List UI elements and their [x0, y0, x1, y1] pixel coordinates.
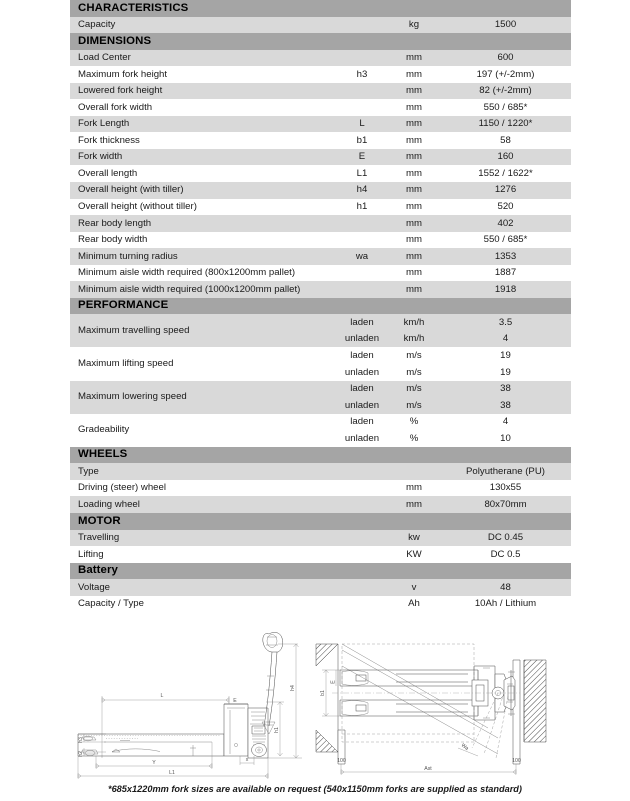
row-label: Fork width [78, 151, 123, 163]
sub-row-unit: m/s [406, 399, 422, 411]
row-label: Fork thickness [78, 134, 140, 146]
row-value: DC 0.5 [490, 548, 521, 560]
row-label: Lowered fork height [78, 85, 163, 97]
row-unit: mm [406, 151, 422, 163]
row-unit: mm [406, 201, 422, 213]
row-symbol [336, 596, 388, 613]
row-value: 520 [497, 201, 514, 213]
row-value: 1353 [494, 250, 517, 262]
table-row [70, 83, 571, 100]
row-label: Load Center [78, 52, 131, 64]
section-header-label: Battery [78, 564, 118, 577]
row-label: Maximum fork height [78, 68, 168, 80]
row-value: 550 / 685* [483, 101, 528, 113]
row-label: Minimum aisle width required (800x1200mm pallet) [78, 267, 296, 279]
row-unit [388, 463, 440, 480]
sub-row-value: 4 [502, 333, 509, 345]
table-row [70, 66, 571, 83]
row-unit: mm [406, 498, 422, 510]
row-label: Gradeability [78, 424, 130, 436]
table-row [70, 281, 571, 298]
row-value: 1887 [494, 267, 517, 279]
row-label: Overall height (without tiller) [78, 201, 197, 213]
sub-row-unit: m/s [406, 349, 422, 361]
sub-row-value: 4 [502, 416, 509, 428]
row-unit: mm [406, 234, 422, 246]
svg-text:h4: h4 [290, 685, 296, 691]
row-value: 130x55 [489, 482, 522, 494]
footnote-text: *685x1220mm fork sizes are available on request (540x1150mm forks are supplied as standard) [108, 784, 522, 794]
sub-row-value: 10 [500, 432, 511, 444]
sub-row-value: 19 [500, 366, 511, 378]
table-row [70, 17, 571, 34]
row-symbol [336, 480, 388, 497]
sub-row-unit: % [409, 416, 419, 428]
row-symbol [336, 215, 388, 232]
section-header-battery [70, 563, 571, 580]
row-symbol: h3 [356, 68, 368, 80]
svg-text:b1: b1 [320, 690, 326, 696]
row-label: Maximum lowering speed [78, 391, 187, 403]
technical-drawings [0, 630, 630, 782]
dual-row-values [336, 414, 571, 447]
row-unit: v [411, 581, 417, 593]
table-row [70, 496, 571, 513]
row-unit: mm [406, 184, 422, 196]
row-symbol: L [359, 118, 365, 130]
row-unit: mm [406, 267, 422, 279]
row-symbol: b1 [356, 134, 368, 146]
row-label: Maximum lifting speed [78, 358, 174, 370]
row-label: Overall length [78, 167, 138, 179]
row-label: Overall height (with tiller) [78, 184, 184, 196]
sub-row-laden [336, 347, 571, 364]
row-unit: mm [406, 167, 422, 179]
dual-row-values [336, 381, 571, 414]
row-unit: mm [406, 85, 422, 97]
table-row-dual [70, 347, 571, 380]
svg-text:h1: h1 [274, 727, 280, 733]
sub-row-condition: laden [350, 316, 374, 328]
row-label: Voltage [78, 581, 111, 593]
table-row [70, 546, 571, 563]
sub-row-value: 38 [500, 399, 511, 411]
table-row [70, 579, 571, 596]
sub-row-value: 19 [500, 349, 511, 361]
svg-text:h3: h3 [78, 737, 84, 743]
row-symbol [336, 17, 388, 34]
row-symbol [336, 546, 388, 563]
row-symbol [336, 530, 388, 547]
table-row-dual [70, 381, 571, 414]
row-symbol [336, 99, 388, 116]
row-label: Minimum turning radius [78, 250, 178, 262]
svg-text:Wa: Wa [459, 742, 470, 752]
sub-row-value: 38 [500, 383, 511, 395]
row-value: 402 [497, 217, 514, 229]
row-value: 1150 / 1220* [478, 118, 533, 130]
sub-row-unladen [336, 430, 571, 447]
svg-text:Ast: Ast [424, 766, 432, 772]
sub-row-condition: unladen [344, 333, 380, 345]
row-label: Capacity / Type [78, 598, 144, 610]
row-value: 48 [500, 581, 511, 593]
table-row [70, 480, 571, 497]
sub-row-unit: m/s [406, 366, 422, 378]
sub-row-laden [336, 381, 571, 398]
table-row [70, 248, 571, 265]
section-header-label: WHEELS [78, 448, 128, 461]
section-header-label: PERFORMANCE [78, 299, 169, 312]
sub-row-unit: % [409, 432, 419, 444]
table-row-dual [70, 414, 571, 447]
sub-row-condition: unladen [344, 432, 380, 444]
sub-row-condition: laden [350, 416, 374, 428]
svg-text:x: x [245, 757, 249, 763]
row-symbol [336, 265, 388, 282]
svg-text:100: 100 [512, 758, 521, 764]
row-symbol [336, 579, 388, 596]
plan-view-pallet-truck-aisle [312, 630, 570, 782]
dual-row-values [336, 347, 571, 380]
table-row [70, 116, 571, 133]
row-value: 600 [497, 52, 514, 64]
sub-row-unit: m/s [406, 383, 422, 395]
sub-row-condition: unladen [344, 366, 380, 378]
row-unit: mm [406, 217, 422, 229]
row-value: 1500 [494, 19, 517, 31]
section-header-wheels [70, 447, 571, 464]
row-value: 10Ah / Lithium [474, 598, 537, 610]
row-value: DC 0.45 [487, 531, 524, 543]
row-symbol [336, 50, 388, 67]
row-value: 1552 / 1622* [478, 167, 533, 179]
svg-text:E: E [233, 698, 237, 704]
row-value: 1918 [494, 283, 517, 295]
sub-row-condition: unladen [344, 399, 380, 411]
svg-text:100: 100 [337, 758, 346, 764]
row-symbol: wa [355, 250, 369, 262]
sub-row-unit: km/h [403, 316, 425, 328]
table-row [70, 463, 571, 480]
section-header-motor [70, 513, 571, 530]
sub-row-laden [336, 414, 571, 431]
row-unit: mm [406, 482, 422, 494]
row-symbol [336, 281, 388, 298]
table-row [70, 99, 571, 116]
sub-row-condition: laden [350, 383, 374, 395]
row-value: 1276 [494, 184, 517, 196]
section-header-label: CHARACTERISTICS [78, 1, 189, 14]
row-value: Polyutherane (PU) [466, 465, 545, 477]
row-symbol: h4 [356, 184, 368, 196]
sub-row-laden [336, 314, 571, 331]
row-unit: mm [406, 52, 422, 64]
table-row [70, 50, 571, 67]
row-value: 82 (+/-2mm) [479, 85, 532, 97]
row-label: Maximum travelling speed [78, 325, 190, 337]
row-unit: mm [406, 134, 422, 146]
side-elevation-pallet-truck [72, 630, 308, 782]
row-unit: mm [406, 250, 422, 262]
sub-row-unladen [336, 364, 571, 381]
svg-text:L: L [160, 693, 164, 699]
row-symbol [336, 496, 388, 513]
sub-row-condition: laden [350, 349, 374, 361]
table-row [70, 132, 571, 149]
row-label: Overall fork width [78, 101, 153, 113]
row-label: Loading wheel [78, 498, 140, 510]
table-row [70, 199, 571, 216]
row-value: 197 (+/-2mm) [476, 68, 535, 80]
dual-row-values [336, 314, 571, 347]
row-unit: kw [408, 531, 420, 543]
row-label: Driving (steer) wheel [78, 482, 166, 494]
row-symbol [336, 83, 388, 100]
section-header-label: DIMENSIONS [78, 34, 152, 47]
table-row [70, 215, 571, 232]
sub-row-value: 3.5 [498, 316, 513, 328]
row-unit: mm [406, 68, 422, 80]
svg-text:L1: L1 [169, 770, 175, 776]
table-row [70, 165, 571, 182]
row-label: Type [78, 465, 99, 477]
sub-row-unladen [336, 331, 571, 348]
svg-text:Y: Y [152, 760, 156, 766]
row-unit: mm [406, 118, 422, 130]
row-symbol: L1 [356, 167, 368, 179]
row-symbol: E [358, 151, 366, 163]
section-header-label: MOTOR [78, 514, 121, 527]
row-label: Lifting [78, 548, 104, 560]
table-row [70, 182, 571, 199]
specification-table [70, 0, 571, 612]
svg-text:E: E [330, 680, 337, 684]
row-label: Minimum aisle width required (1000x1200mm pallet) [78, 283, 301, 295]
row-value: 58 [500, 134, 511, 146]
table-row [70, 149, 571, 166]
row-value: 160 [497, 151, 514, 163]
row-label: Rear body width [78, 234, 148, 246]
svg-text:h2: h2 [78, 751, 84, 757]
row-label: Rear body length [78, 217, 152, 229]
row-label: Capacity [78, 19, 116, 31]
table-row [70, 265, 571, 282]
row-value: 550 / 685* [483, 234, 528, 246]
sub-row-unladen [336, 397, 571, 414]
table-row-dual [70, 314, 571, 347]
row-unit: kg [408, 19, 420, 31]
row-unit: Ah [408, 598, 420, 610]
section-header-characteristics [70, 0, 571, 17]
row-label: Travelling [78, 531, 120, 543]
row-unit: mm [406, 283, 422, 295]
row-symbol [336, 463, 388, 480]
row-symbol: h1 [356, 201, 368, 213]
table-row [70, 596, 571, 613]
row-unit: mm [406, 101, 422, 113]
row-value: 80x70mm [484, 498, 527, 510]
sub-row-unit: km/h [403, 333, 425, 345]
section-header-dimensions [70, 33, 571, 50]
row-unit: KW [406, 548, 422, 560]
row-symbol [336, 232, 388, 249]
table-row [70, 232, 571, 249]
section-header-performance [70, 298, 571, 315]
table-row [70, 530, 571, 547]
row-label: Fork Length [78, 118, 130, 130]
